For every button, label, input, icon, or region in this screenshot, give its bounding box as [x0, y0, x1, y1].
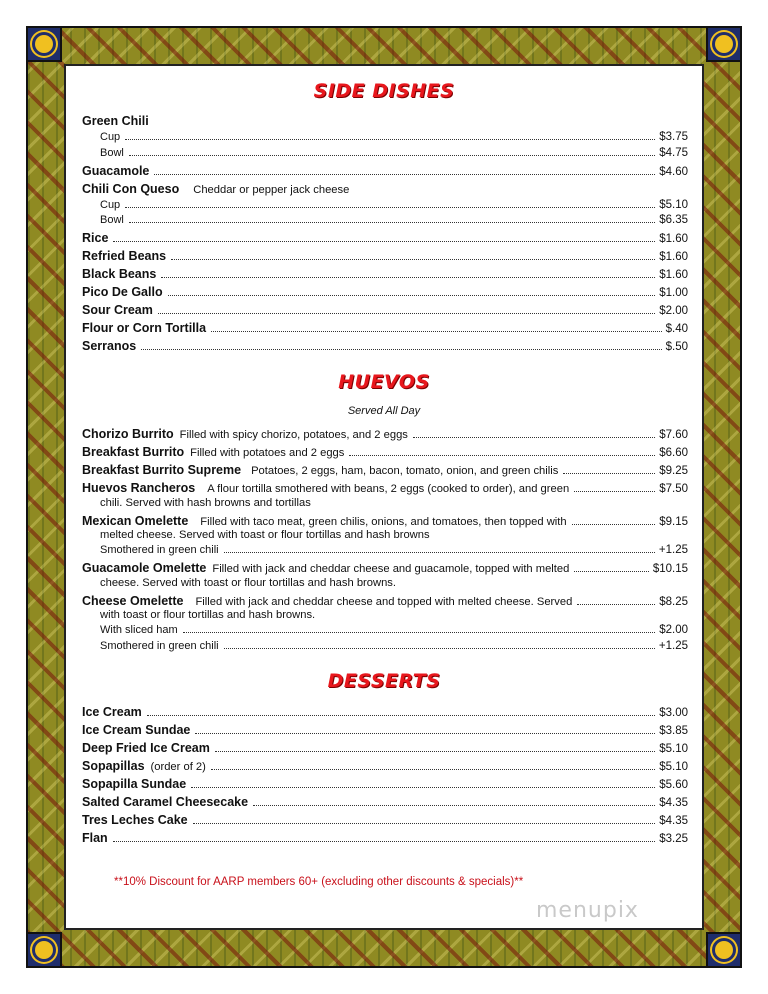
item-name: Tres Leches Cake: [82, 813, 188, 827]
menu-subitem: [100, 131, 688, 148]
sun-icon: [26, 932, 62, 968]
menu-item-rice: [82, 231, 688, 248]
item-name: Mexican Omelette: [82, 514, 189, 528]
menu-item-dessert: [82, 759, 688, 776]
watermark-logo: menupix: [536, 898, 639, 923]
item-name: Cup: [100, 131, 121, 143]
menu-item-dessert: [82, 723, 688, 740]
item-name: Guacamole Omelette: [82, 561, 207, 575]
item-name: Chorizo Burrito: [82, 427, 174, 441]
item-name: Salted Caramel Cheesecake: [82, 795, 249, 809]
item-price: $7.60: [659, 429, 688, 441]
sun-icon: [26, 26, 62, 62]
item-price: $5.10: [659, 199, 688, 211]
item-price: $3.25: [659, 833, 688, 845]
menu-item-dessert: [82, 813, 688, 830]
item-price: $5.10: [659, 761, 688, 773]
menu-item-dessert: [82, 705, 688, 722]
item-description: Filled with jack and cheddar cheese and guacamole, topped with melted: [212, 563, 570, 575]
item-price: $2.00: [659, 305, 688, 317]
menu-item-tortilla: [82, 321, 688, 338]
item-price: $10.15: [652, 563, 688, 575]
served-all-day-note: Served All Day: [347, 405, 421, 417]
sun-icon: [706, 26, 742, 62]
item-name: Huevos Rancheros: [82, 481, 196, 495]
menu-item-sour-cream: [82, 303, 688, 320]
item-name: Green Chili: [82, 114, 149, 128]
item-name: Smothered in green chili: [100, 544, 219, 556]
item-name: With sliced ham: [100, 624, 178, 636]
item-price: $4.60: [659, 166, 688, 178]
item-name: Rice: [82, 231, 109, 245]
item-price: $7.50: [659, 483, 688, 495]
item-price: $1.60: [659, 233, 688, 245]
item-price: $3.00: [659, 707, 688, 719]
item-name: Breakfast Burrito: [82, 445, 185, 459]
section-title-side-dishes: SIDE DISHES: [313, 80, 455, 102]
menu-subitem: [100, 544, 688, 561]
section-title-desserts: DESSERTS: [327, 670, 441, 692]
item-name: Breakfast Burrito Supreme: [82, 463, 242, 477]
item-price: $8.25: [659, 596, 688, 608]
menu-item-dessert: [82, 831, 688, 848]
item-name: Flour or Corn Tortilla: [82, 321, 207, 335]
item-description-continued: with toast or flour tortillas and hash browns.: [100, 609, 316, 621]
item-price: $3.75: [659, 131, 688, 143]
item-price: +1.25: [658, 640, 688, 652]
menu-subitem: [100, 147, 688, 164]
item-name: Sopapilla Sundae: [82, 777, 187, 791]
item-price: $.50: [665, 341, 688, 353]
item-price: $9.15: [659, 516, 688, 528]
item-price: $.40: [665, 323, 688, 335]
item-name: Serranos: [82, 339, 137, 353]
item-name: Black Beans: [82, 267, 157, 281]
item-price: $4.35: [659, 815, 688, 827]
item-name: Flan: [82, 831, 108, 845]
menu-item-dessert: [82, 795, 688, 812]
menu-item-chili-con-queso: [82, 182, 688, 199]
item-name: Cheese Omelette: [82, 594, 184, 608]
item-description: A flour tortilla smothered with beans, 2 eggs (cooked to order), and green: [207, 483, 570, 495]
item-name: Chili Con Queso: [82, 182, 180, 196]
menu-item-guacamole: [82, 164, 688, 181]
item-price: +1.25: [658, 544, 688, 556]
menu-item-pico-de-gallo: [82, 285, 688, 302]
menu-item-guacamole-omelette: [82, 561, 688, 578]
menu-item-refried-beans: [82, 249, 688, 266]
menu-item-chorizo-burrito: [82, 427, 688, 444]
item-name: Ice Cream Sundae: [82, 723, 191, 737]
item-description: Potatoes, 2 eggs, ham, bacon, tomato, onion, and green chilis: [251, 465, 559, 477]
item-description: (order of 2): [150, 761, 206, 773]
item-price: $9.25: [659, 465, 688, 477]
menu-item-black-beans: [82, 267, 688, 284]
item-price: $1.00: [659, 287, 688, 299]
item-price: $1.60: [659, 269, 688, 281]
menu-item-serranos: [82, 339, 688, 356]
item-name: Smothered in green chili: [100, 640, 219, 652]
item-price: $5.60: [659, 779, 688, 791]
menu-item-huevos-rancheros: [82, 481, 688, 498]
item-description-continued: cheese. Served with toast or flour tortillas and hash browns.: [100, 577, 396, 589]
item-price: $5.10: [659, 743, 688, 755]
menu-item-dessert: [82, 741, 688, 758]
item-description: Cheddar or pepper jack cheese: [193, 184, 350, 196]
menu-subitem: [100, 624, 688, 641]
sun-icon: [706, 932, 742, 968]
menu-item-breakfast-burrito: [82, 445, 688, 462]
item-name: Pico De Gallo: [82, 285, 163, 299]
item-description: Filled with potatoes and 2 eggs: [190, 447, 345, 459]
section-title-huevos: HUEVOS: [338, 371, 430, 393]
item-price: $2.00: [659, 624, 688, 636]
item-name: Refried Beans: [82, 249, 167, 263]
item-name: Sour Cream: [82, 303, 153, 317]
item-price: $3.85: [659, 725, 688, 737]
menu-item-dessert: [82, 777, 688, 794]
item-description: Filled with jack and cheddar cheese and topped with melted cheese. Served: [195, 596, 573, 608]
item-description-continued: chili. Served with hash browns and tortillas: [100, 497, 311, 509]
menu-subitem: [100, 214, 688, 231]
item-price: $4.35: [659, 797, 688, 809]
item-description-continued: melted cheese. Served with toast or flour tortillas and hash browns: [100, 529, 430, 541]
menu-subitem: [100, 640, 688, 657]
item-description: Filled with taco meat, green chilis, onions, and tomatoes, then topped with: [200, 516, 567, 528]
item-name: Deep Fried Ice Cream: [82, 741, 210, 755]
item-name: Ice Cream: [82, 705, 142, 719]
item-price: $6.60: [659, 447, 688, 459]
item-name: Bowl: [100, 147, 124, 159]
item-price: $4.75: [659, 147, 688, 159]
menu-item-green-chili: [82, 114, 688, 131]
item-name: Bowl: [100, 214, 124, 226]
item-name: Guacamole: [82, 164, 150, 178]
item-name: Sopapillas: [82, 759, 145, 773]
item-name: Cup: [100, 199, 121, 211]
item-description: Filled with spicy chorizo, potatoes, and 2 eggs: [179, 429, 408, 441]
discount-note: **10% Discount for AARP members 60+ (excluding other discounts & specials)**: [114, 876, 524, 888]
item-price: $6.35: [659, 214, 688, 226]
item-price: $1.60: [659, 251, 688, 263]
menu-item-breakfast-burrito-supreme: [82, 463, 688, 480]
